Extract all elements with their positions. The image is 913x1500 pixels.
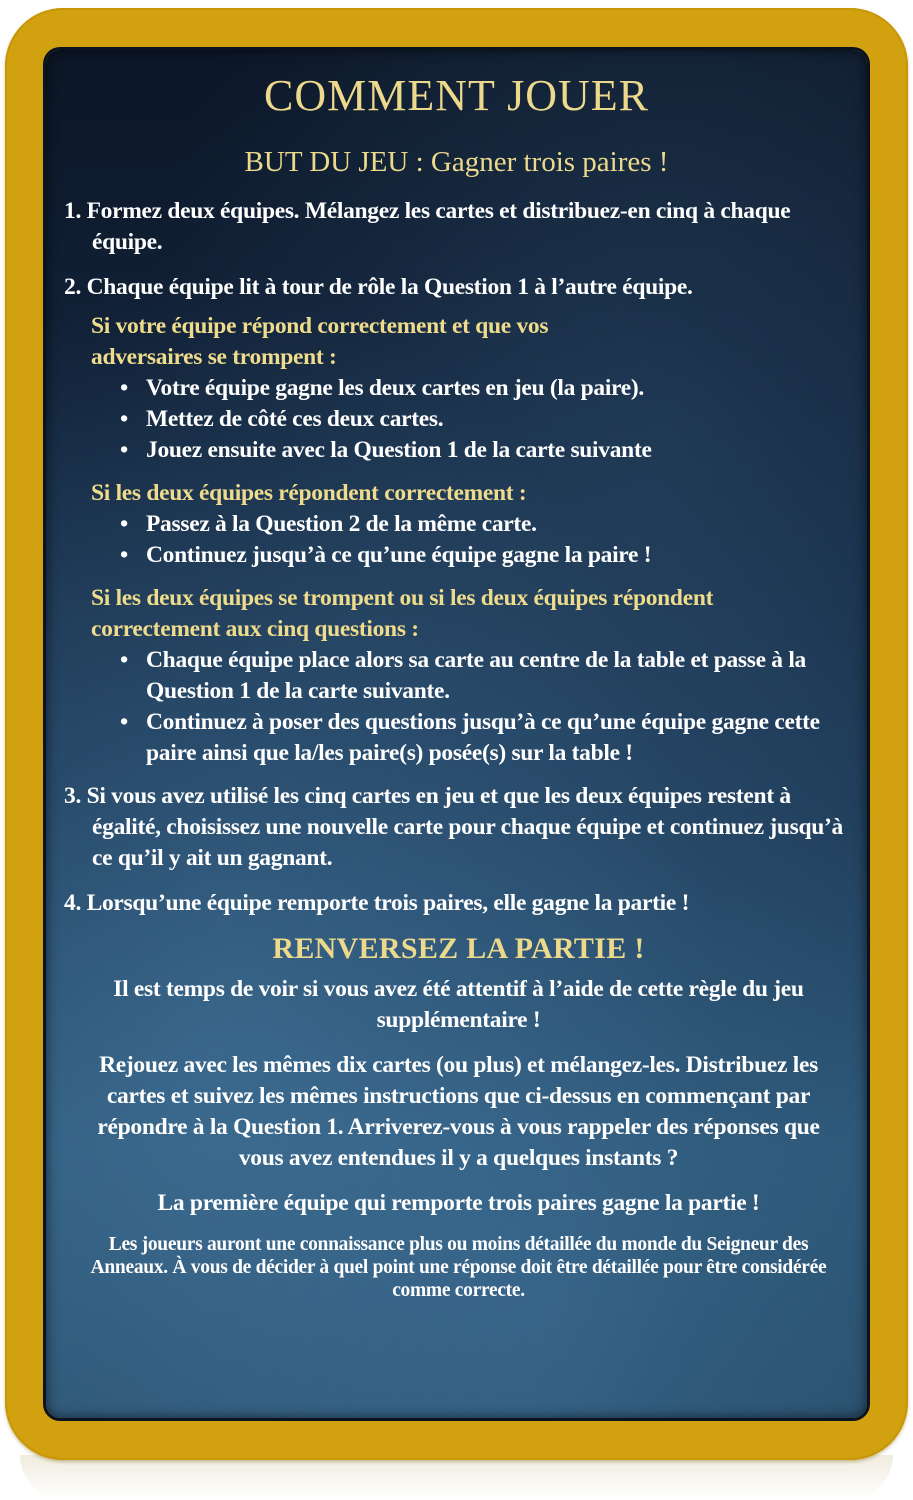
bullet-item: • Mettez de côté ces deux cartes.	[120, 404, 853, 435]
bullet-item: • Jouez ensuite avec la Question 1 de la carte suivante	[120, 435, 853, 466]
variant-title: RENVERSEZ LA PARTIE !	[272, 932, 645, 965]
step-2: 2. Chaque équipe lit à tour de rôle la Question 1 à l’autre équipe.	[64, 274, 693, 300]
rules-panel	[46, 50, 867, 1418]
step-4: 4. Lorsqu’une équipe remporte trois paires, elle gagne la partie !	[64, 890, 690, 916]
bullet-item: • Continuez à poser des questions jusqu’à ce qu’une équipe gagne cette paire ainsi que la/les paire(s) posée(s) sur la table !	[120, 707, 846, 769]
condition-1-label: Si votre équipe répond correctement et que vos adversaires se trompent :	[91, 313, 549, 370]
game-goal: BUT DU JEU : Gagner trois paires !	[244, 146, 669, 178]
bullet-item: • Votre équipe gagne les deux cartes en jeu (la paire).	[120, 373, 853, 404]
variant-note: Les joueurs auront une connaissance plus ou moins détaillée du monde du Seigneur des Anneaux. À vous de décider à quel point une réponse doit être détaillée pour être considérée comme correcte.	[90, 1234, 827, 1301]
variant-intro: Il est temps de voir si vous avez été attentif à l’aide de cette règle du jeu supplémentaire !	[113, 976, 804, 1033]
condition-3-bullets	[64, 645, 853, 769]
bullet-item: • Continuez jusqu’à ce qu’une équipe gagne la paire !	[120, 540, 853, 571]
condition-1-bullets	[64, 373, 853, 466]
condition-3-label: Si les deux équipes se trompent ou si les deux équipes répondent correctement aux cinq questions :	[91, 585, 714, 642]
step-1: 1. Formez deux équipes. Mélangez les cartes et distribuez-en cinq à chaque équipe.	[64, 198, 791, 255]
step-3: 3. Si vous avez utilisé les cinq cartes en jeu et que les deux équipes restent à égalité, choisissez une nouvelle carte pour chaque équipe et continuez jusqu’à ce qu’il y ait un gagnant.	[64, 783, 843, 871]
rules-body	[64, 196, 853, 1302]
bullet-item: • Passez à la Question 2 de la même carte.	[120, 509, 853, 540]
bullet-item: • Chaque équipe place alors sa carte au centre de la table et passe à la Question 1 de la carte suivante.	[120, 645, 826, 707]
rules-card	[5, 8, 908, 1460]
variant-instructions: Rejouez avec les mêmes dix cartes (ou plus) et mélangez-les. Distribuez les cartes et suivez les mêmes instructions que ci-dessus en commençant par répondre à la Question 1. Arriverez-vous à vous rappeler des réponses que vous avez entendues il y a quelques instants ?	[97, 1052, 820, 1171]
variant-win-condition: La première équipe qui remporte trois paires gagne la partie !	[157, 1190, 760, 1216]
condition-2-label: Si les deux équipes répondent correctement :	[91, 480, 527, 506]
card-reflection	[20, 1455, 893, 1500]
condition-2-bullets	[64, 509, 853, 571]
page-title: COMMENT JOUER	[263, 71, 649, 120]
